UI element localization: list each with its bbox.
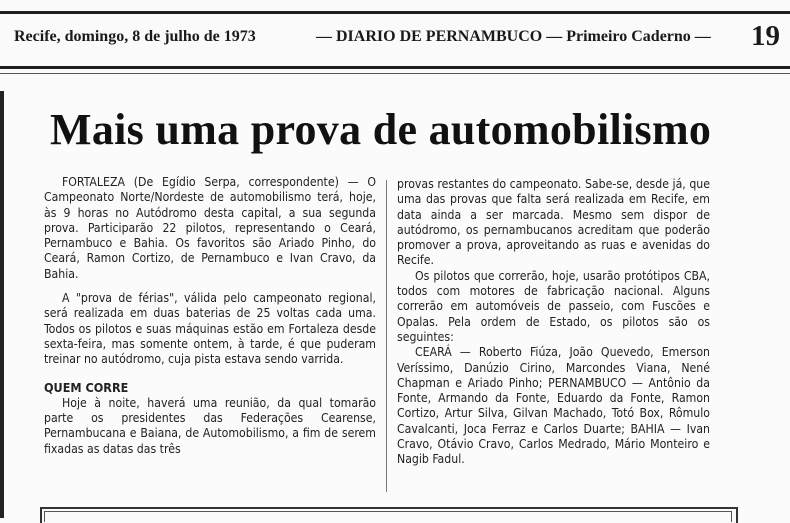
next-article-frame-inner (44, 511, 732, 522)
article-column-left (44, 175, 376, 457)
page-number: 19 (751, 20, 780, 52)
scan-edge (0, 91, 4, 518)
article-paragraph: CEARÁ — Roberto Fiúza, João Quevedo, Emerson Veríssimo, Danúzio Cirino, Marcondes Viana, Nené Chapman e Ariado Pinho; PERNAMBUCO — Antônio da Fonte, Armando da Fonte, Eduardo da Fonte, Ramon Cortizo, Artur Silva, Gilvan Machado, Totó Box, Rômulo Cavalcanti, Joca Ferraz e Carlos Duarte; BAHIA — Ivan Cravo, Otávio Cravo, Carlos Medrado, Mário Monteiro e Nagib Fadul. (397, 345, 710, 467)
article-paragraph: Os pilotos que correrão, hoje, usarão protótipos CBA, todos com motores de fabricação nacional. Alguns correrão em automóveis de passeio, com Fuscões e Opalas. Pela ordem de Estado, os pilotos são os seguintes: (397, 268, 710, 344)
article-subheading: QUEM CORRE (44, 379, 129, 395)
masthead (0, 14, 790, 64)
article-paragraph: Hoje à noite, haverá uma reunião, da qual tomarão parte os presidentes das Federações Cearense, Pernambucana e Baiana, de Automobilismo, a fim de serem fixadas as datas das três (44, 395, 376, 456)
article-headline: Mais uma prova de automobilismo (50, 105, 712, 154)
masthead-bottom-rule-thin (0, 73, 790, 74)
article-column-right (397, 177, 710, 468)
column-divider (386, 180, 387, 492)
newspaper-section: — DIARIO DE PERNAMBUCO — Primeiro Caderno — (316, 28, 711, 45)
issue-date: Recife, domingo, 8 de julho de 1973 (14, 28, 256, 45)
article-paragraph: FORTALEZA (De Egídio Serpa, correspondente) — O Campeonato Norte/Nordeste de automobilismo terá, hoje, às 9 horas no Autódromo desta capital, a sua segunda prova. Participarão 22 pilotos, representando o Ceará, Pernambuco e Bahia. Os favoritos são Ariado Pinho, do Ceará, Ramon Cortizo, de Pernambuco e Ivan Cravo, da Bahia. (44, 175, 376, 281)
masthead-bottom-rule (0, 66, 790, 69)
article-paragraph: A "prova de férias", válida pelo campeonato regional, será realizada em duas baterias de 25 voltas cada uma. Todos os pilotos e suas máquinas estão em Fortaleza desde sexta-feira, mas somente ontem, à tarde, é que puderam treinar no autódromo, cuja pista estava sendo varrida. (44, 291, 376, 367)
article-paragraph: provas restantes do campeonato. Sabe-se, desde já, que uma das provas que falta será realizada em Recife, em data ainda a ser marcada. Mesmo sem dispor de autódromo, os pernambucanos acreditam que poderão promover a prova, aproveitando as ruas e avenidas do Recife. (397, 177, 710, 268)
